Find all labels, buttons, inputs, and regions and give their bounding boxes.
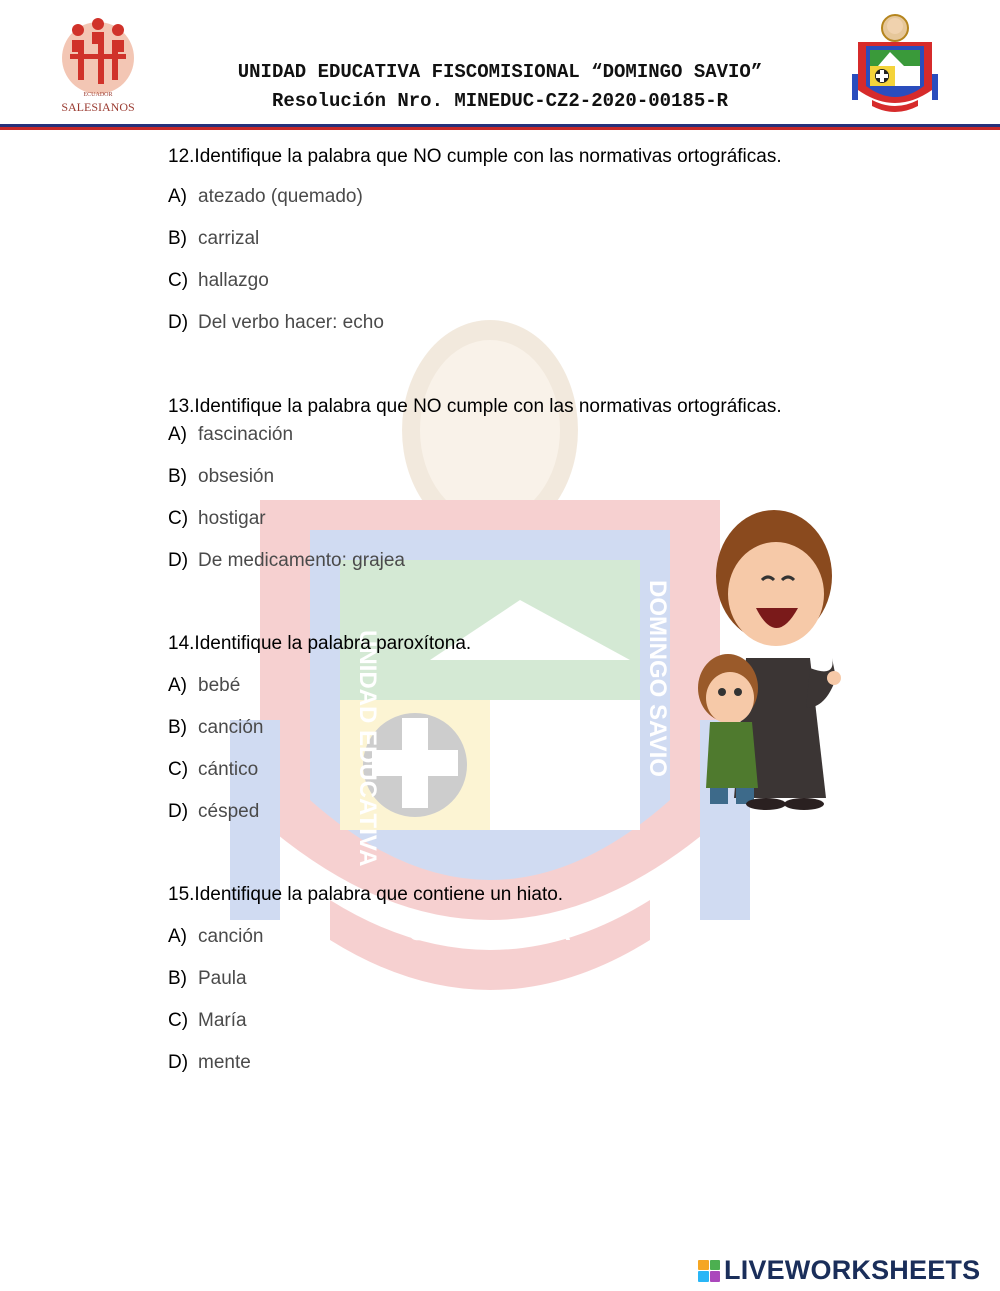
option-d[interactable]: [168, 1052, 251, 1074]
liveworksheets-icon: [698, 1260, 720, 1282]
question-title: 14.Identifique la palabra paroxítona.: [168, 633, 472, 654]
option-letter: D): [168, 550, 189, 571]
question-title: 15.Identifique la palabra que contiene un hiato.: [168, 884, 564, 905]
option-text: María: [198, 1010, 247, 1031]
question-title: 13.Identifique la palabra que NO cumple con las normativas ortográficas.: [168, 396, 782, 417]
option-text: hallazgo: [198, 270, 269, 291]
option-letter: C): [168, 1010, 189, 1031]
question-12: [168, 146, 868, 333]
option-letter: A): [168, 675, 187, 696]
option-letter: A): [168, 424, 187, 445]
don-bosco-cartoon: [686, 508, 842, 818]
option-a[interactable]: [168, 186, 363, 208]
option-letter: D): [168, 312, 189, 333]
option-text: De medicamento: grajea: [198, 550, 405, 571]
watermark-bottom-text: SALESIANA: [409, 915, 571, 946]
school-crest: [852, 12, 938, 120]
option-letter: A): [168, 186, 187, 207]
option-letter: A): [168, 926, 187, 947]
logo-sub-label: ECUADOR: [83, 92, 113, 98]
watermark-left-text: UNIDAD EDUCATIVA: [354, 630, 381, 867]
option-text: obsesión: [198, 466, 275, 487]
option-letter: C): [168, 759, 189, 780]
header-rule-red: [0, 127, 1000, 130]
option-text: fascinación: [198, 424, 294, 445]
school-name: UNIDAD EDUCATIVA FISCOMISIONAL “DOMINGO SAVIO”: [237, 61, 763, 83]
option-text: Del verbo hacer: echo: [198, 312, 384, 333]
liveworksheets-logo[interactable]: [698, 1255, 980, 1286]
option-c[interactable]: [168, 270, 269, 292]
option-c[interactable]: [168, 759, 258, 781]
option-d[interactable]: [168, 550, 405, 572]
option-letter: B): [168, 968, 187, 989]
watermark-right-text: DOMINGO SAVIO: [644, 580, 671, 777]
option-b[interactable]: [168, 466, 274, 488]
option-text: hostigar: [198, 508, 266, 529]
option-text: cántico: [198, 759, 259, 780]
liveworksheets-brand: LIVEWORKSHEETS: [724, 1255, 981, 1285]
option-a[interactable]: [168, 675, 240, 697]
option-text: carrizal: [198, 228, 260, 249]
option-text: bebé: [198, 675, 241, 696]
salesianos-logo: [58, 18, 138, 118]
question-title: 12.Identifique la palabra que NO cumple con las normativas ortográficas.: [168, 146, 782, 167]
option-text: césped: [198, 801, 260, 822]
option-letter: D): [168, 1052, 189, 1073]
option-text: atezado (quemado): [198, 186, 363, 207]
option-a[interactable]: [168, 424, 293, 446]
option-d[interactable]: [168, 801, 259, 823]
option-d[interactable]: [168, 312, 384, 334]
option-b[interactable]: [168, 228, 259, 250]
option-a[interactable]: [168, 926, 264, 948]
option-letter: C): [168, 270, 189, 291]
option-letter: B): [168, 717, 187, 738]
option-letter: D): [168, 801, 189, 822]
option-text: mente: [198, 1052, 251, 1073]
resolution-number: Resolución Nro. MINEDUC-CZ2-2020-00185-R: [271, 90, 729, 112]
option-letter: B): [168, 466, 187, 487]
option-b[interactable]: [168, 717, 264, 739]
option-text: canción: [198, 926, 264, 947]
option-text: Paula: [198, 968, 247, 989]
option-letter: C): [168, 508, 189, 529]
option-letter: B): [168, 228, 187, 249]
option-b[interactable]: [168, 968, 247, 990]
question-13: [168, 396, 868, 571]
option-c[interactable]: [168, 1010, 247, 1032]
option-c[interactable]: [168, 508, 266, 530]
header-block: [150, 58, 850, 116]
option-text: canción: [198, 717, 264, 738]
logo-label: SALESIANOS: [61, 100, 135, 114]
